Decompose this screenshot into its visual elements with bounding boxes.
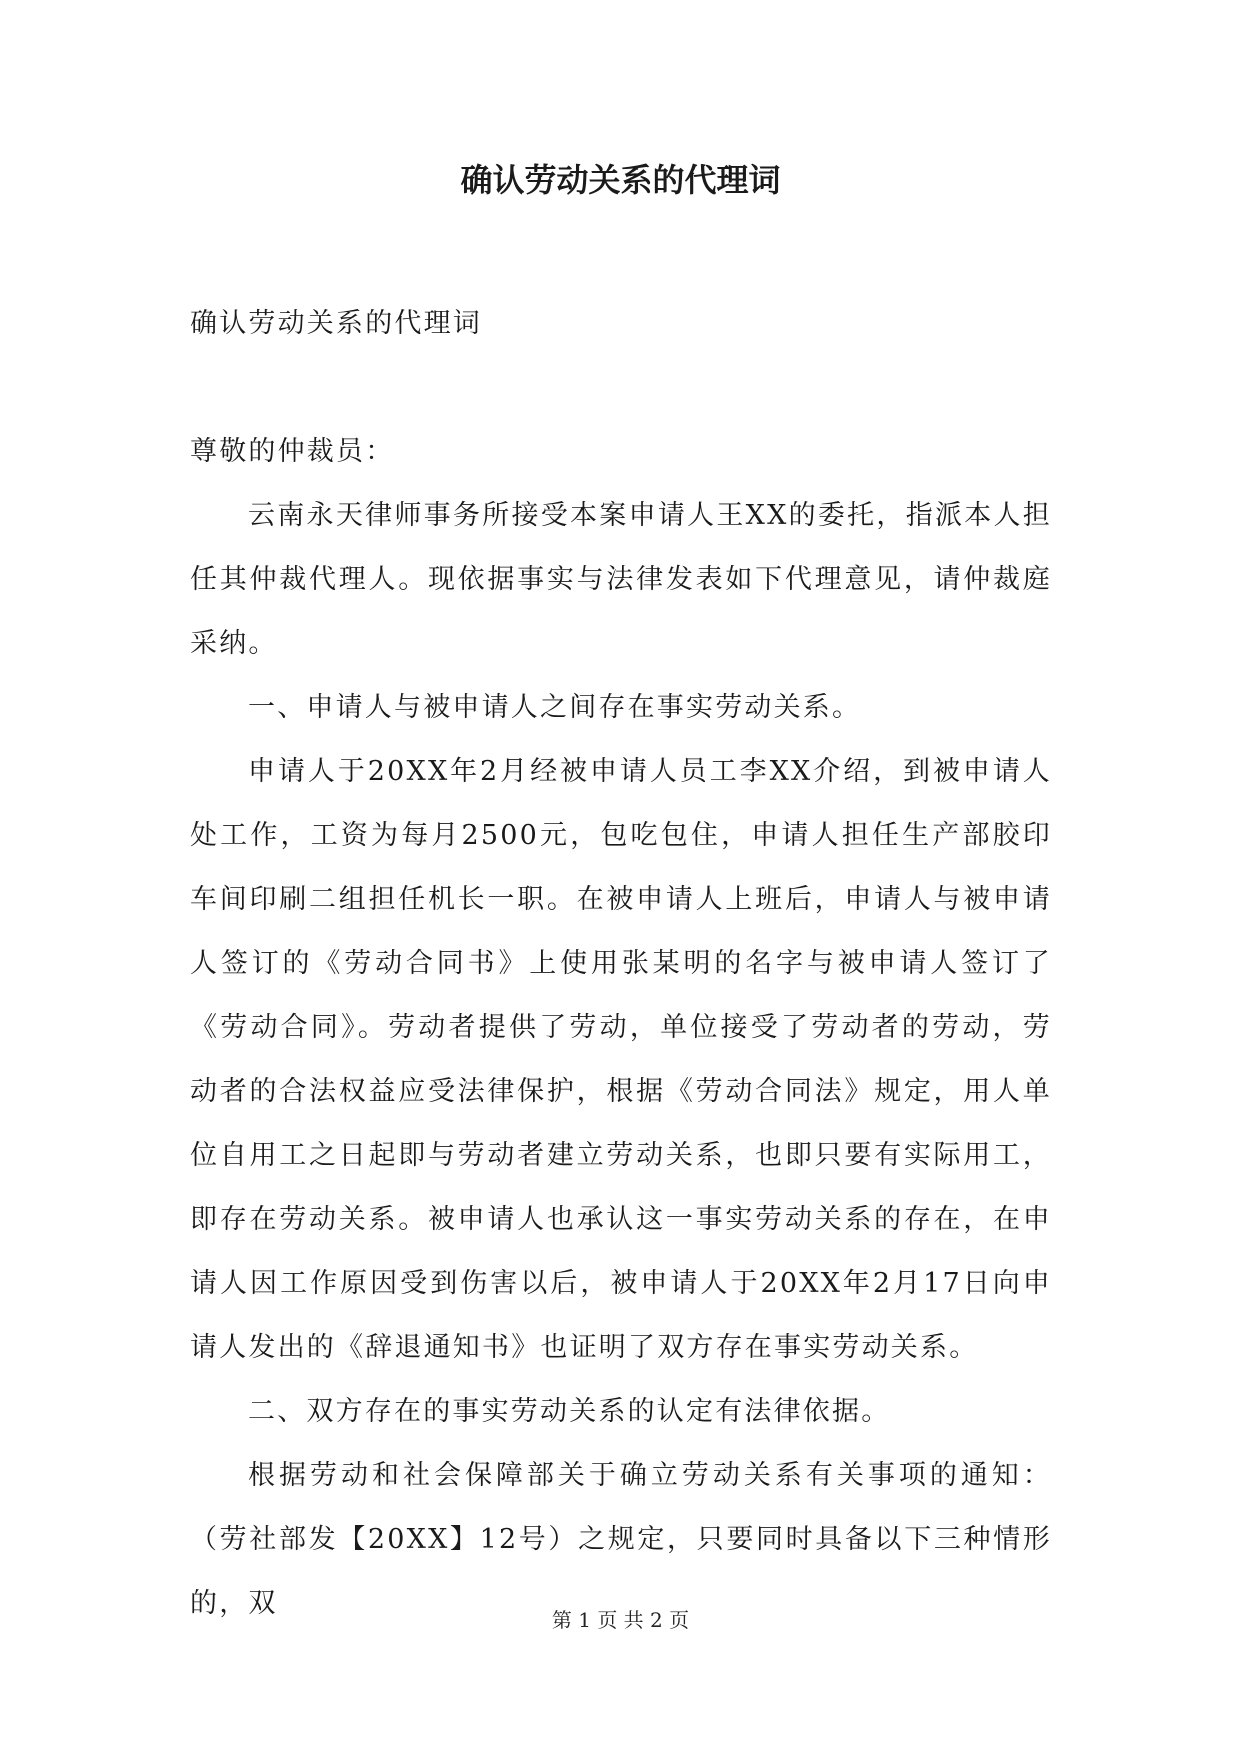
- section-heading: 一、申请人与被申请人之间存在事实劳动关系。: [248, 692, 862, 723]
- paragraph: 根据劳动和社会保障部关于确立劳动关系有关事项的通知：（劳社部发【20XX】12号）之规定，只要同时具备以下三种情形的，双: [190, 1460, 1052, 1619]
- document-body: [190, 292, 1052, 1636]
- section-heading: 二、双方存在的事实劳动关系的认定有法律依据。: [248, 1396, 891, 1427]
- paragraph: 云南永天律师事务所接受本案申请人王XX的委托，指派本人担任其仲裁代理人。现依据事实与法律发表如下代理意见，请仲裁庭采纳。: [190, 500, 1052, 659]
- page-footer: 第 1 页 共 2 页: [551, 1608, 690, 1632]
- document-subtitle: 确认劳动关系的代理词: [190, 308, 482, 339]
- paragraph: 申请人于20XX年2月经被申请人员工李XX介绍，到被申请人处工作，工资为每月2500元，包吃包住，申请人担任生产部胶印车间印刷二组担任机长一职。在被申请人上班后，申请人与被申请人签订的《劳动合同书》上使用张某明的名字与被申请人签订了《劳动合同》。劳动者提供了劳动，单位接受了劳动者的劳动，劳动者的合法权益应受法律保护，根据《劳动合同法》规定，用人单位自用工之日起即与劳动者建立劳动关系，也即只要有实际用工，即存在劳动关系。被申请人也承认这一事实劳动关系的存在，在申请人因工作原因受到伤害以后，被申请人于20XX年2月17日向申请人发出的《辞退通知书》也证明了双方存在事实劳动关系。: [190, 756, 1052, 1363]
- document-title: 确认劳动关系的代理词: [460, 161, 781, 199]
- salutation: 尊敬的仲裁员：: [190, 436, 395, 467]
